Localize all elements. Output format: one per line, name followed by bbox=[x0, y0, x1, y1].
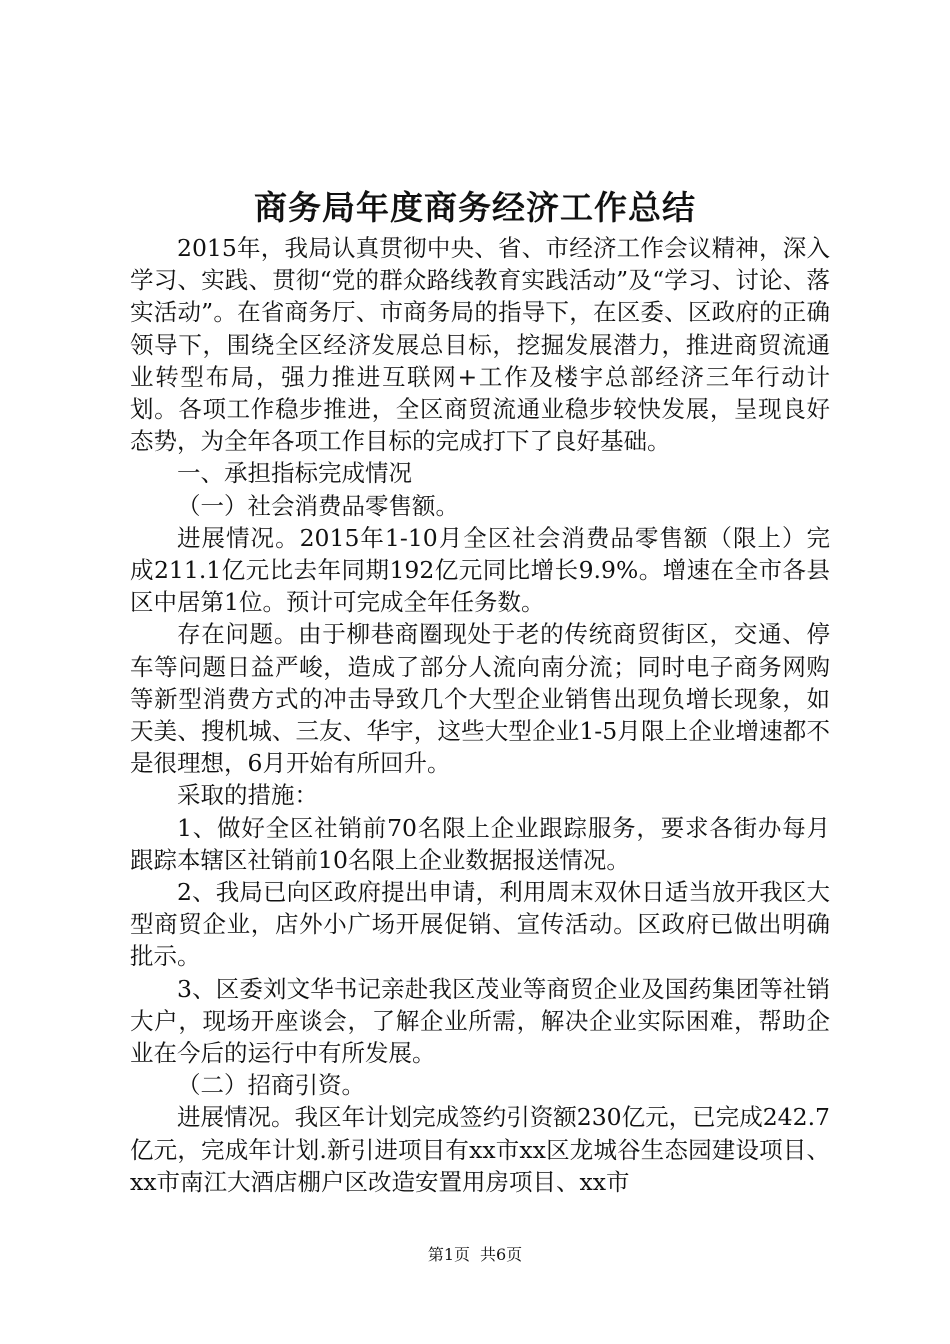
paragraph-problems: 存在问题。由于柳巷商圈现处于老的传统商贸街区，交通、停车等问题日益严峻，造成了部分人流向南分流；同时电子商务网购等新型消费方式的冲击导致几个大型企业销售出现负增长现象，如天美、搜机城、三友、华宇，这些大型企业1-5月限上企业增速都不是很理想，6月开始有所回升。 bbox=[130, 620, 830, 778]
measure-item-3: 3、区委刘文华书记亲赴我区茂业等商贸企业及国药集团等社销大户，现场开座谈会，了解企业所需，解决企业实际困难，帮助企业在今后的运行中有所发展。 bbox=[130, 974, 830, 1068]
document-title: 商务局年度商务经济工作总结 bbox=[254, 188, 696, 227]
paragraph-progress-investment: 进展情况。我区年计划完成签约引资额230亿元，已完成242.7亿元，完成年计划.新引进项目有xx市xx区龙城谷生态园建设项目、xx市南江大酒店棚户区改造安置用房项目、xx市 bbox=[130, 1103, 830, 1196]
paragraph-intro: 2015年，我局认真贯彻中央、省、市经济工作会议精神，深入学习、实践、贯彻“党的群众路线教育实践活动”及“学习、讨论、落实活动”。在省商务厅、市商务局的指导下，在区委、区政府的正确领导下，围绕全区经济发展总目标，挖掘发展潜力，推进商贸流通业转型布局，强力推进互联网+工作及楼宇总部经济三年行动计划。各项工作稳步推进，全区商贸流通业稳步较快发展，呈现良好态势，为全年各项工作目标的完成打下了良好基础。 bbox=[130, 234, 830, 456]
document-body bbox=[130, 232, 830, 1198]
page-total: 共6页 bbox=[480, 1245, 523, 1264]
measure-item-1: 1、做好全区社销前70名限上企业跟踪服务，要求各街办每月跟踪本辖区社销前10名限上企业数据报送情况。 bbox=[130, 813, 830, 874]
subsection-heading-investment: （二）招商引资。 bbox=[177, 1071, 365, 1100]
measure-item-2: 2、我局已向区政府提出申请，利用周末双休日适当放开我区大型商贸企业，店外小广场开展促销、宣传活动。区政府已做出明确批示。 bbox=[130, 878, 830, 971]
section-heading-1: 一、承担指标完成情况 bbox=[177, 459, 412, 488]
page-number: 第1页 bbox=[427, 1245, 470, 1264]
subsection-heading-retail: （一）社会消费品零售额。 bbox=[177, 491, 459, 520]
measures-heading: 采取的措施： bbox=[177, 781, 318, 810]
paragraph-progress-retail: 进展情况。2015年1-10月全区社会消费品零售额（限上）完成211.1亿元比去年同期192亿元同比增长9.9%。增速在全市各县区中居第1位。预计可完成全年任务数。 bbox=[130, 523, 830, 617]
page-footer bbox=[0, 1244, 950, 1266]
